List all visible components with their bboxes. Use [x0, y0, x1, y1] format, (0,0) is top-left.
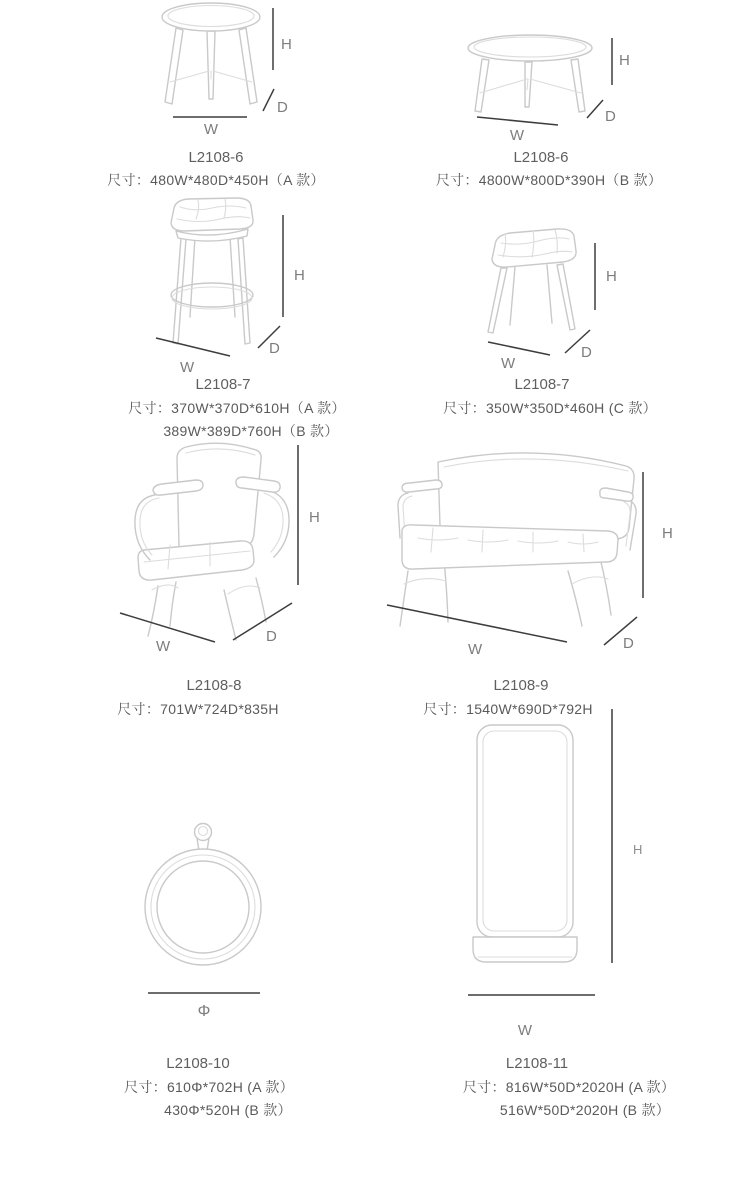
height-dim-label: H — [619, 52, 630, 69]
height-dim-label: H — [281, 36, 292, 53]
spec-line: 尺寸：350W*350D*460H (C 款） — [443, 400, 657, 416]
depth-dim-label: D — [269, 340, 280, 357]
stool-leg — [557, 264, 575, 330]
spec-line: 389W*389D*760H（B 款） — [163, 423, 339, 439]
low-stool-drawing — [488, 229, 576, 333]
model-number: L2108-10 — [166, 1055, 230, 1072]
mirror-base — [473, 937, 577, 962]
width-dim-line — [387, 605, 567, 642]
width-dim-label: W — [509, 127, 525, 144]
depth-dim-label: D — [581, 344, 592, 361]
chair-back — [177, 443, 261, 555]
chair-leg — [148, 586, 158, 636]
sofa-leg — [400, 571, 408, 626]
depth-dim-line — [587, 100, 603, 118]
leg-braces — [404, 577, 608, 584]
armrest-tube-inner — [264, 493, 283, 552]
table-leg — [475, 59, 489, 112]
sofa-leg — [568, 571, 582, 626]
bar-stool-drawing — [171, 198, 253, 344]
table-leg — [525, 62, 532, 107]
depth-dim-line — [233, 603, 292, 640]
round-coffee-table-sketch — [440, 15, 645, 143]
width-dim-line — [477, 117, 558, 125]
depth-dim-label: D — [623, 635, 634, 652]
height-dim-label: H — [662, 525, 673, 542]
width-dim-label: W — [468, 641, 483, 658]
spec-line: 尺寸：701W*724D*835H — [117, 701, 279, 717]
width-dim-label: W — [203, 121, 219, 138]
height-dim-label: H — [606, 268, 617, 285]
chair-leg — [224, 590, 236, 640]
foot-ring-inner — [172, 287, 252, 309]
table-leg — [207, 31, 215, 99]
leg-braces — [152, 585, 260, 594]
spec-line: 516W*50D*2020H (B 款） — [499, 1102, 671, 1118]
chair-leg — [170, 582, 176, 626]
depth-dim-line — [263, 89, 274, 111]
stool-leg — [547, 265, 552, 323]
spec-line: 430Φ*520H (B 款） — [164, 1102, 292, 1118]
model-number: L2108-6 — [513, 149, 569, 166]
table-leg — [571, 59, 585, 112]
spec-line: 尺寸：610Φ*702H (A 款） — [124, 1079, 294, 1095]
low-stool-sketch — [465, 215, 625, 373]
mirror-frame — [145, 849, 261, 965]
round-coffee-table-drawing — [468, 35, 592, 112]
armrest-tube-inner — [140, 498, 159, 555]
table-leg — [165, 28, 183, 104]
bar-stool-sketch — [150, 195, 310, 375]
round-hanging-mirror-drawing — [145, 824, 261, 966]
mirror-frame — [477, 725, 573, 937]
width-dim-label: W — [180, 359, 195, 376]
model-number: L2108-7 — [195, 376, 251, 393]
standing-mirror-drawing — [473, 725, 577, 962]
diameter-dim-label: Φ — [197, 1003, 211, 1020]
model-number: L2108-9 — [493, 677, 549, 694]
model-number: L2108-7 — [514, 376, 570, 393]
model-number: L2108-8 — [186, 677, 242, 694]
spec-line: 尺寸：4800W*800D*390H（B 款） — [435, 172, 663, 188]
width-dim-line — [488, 342, 550, 355]
round-side-table-drawing — [162, 3, 260, 104]
two-seat-sofa-drawing — [398, 453, 636, 626]
spec-line: 尺寸：480W*480D*450H（A 款） — [107, 172, 325, 188]
depth-dim-label: D — [605, 108, 616, 125]
sofa-leg — [600, 558, 611, 615]
armrest-tube — [268, 490, 289, 557]
width-dim-label: W — [501, 355, 516, 372]
table-leg — [239, 28, 257, 104]
width-dim-label: W — [517, 1022, 533, 1039]
chair-leg — [256, 578, 266, 622]
spec-line: 尺寸：816W*50D*2020H (A 款） — [462, 1079, 676, 1095]
height-dim-label: H — [309, 509, 320, 526]
stool-leg — [510, 267, 515, 325]
seat-cushion — [402, 525, 618, 569]
armrest-pad — [402, 480, 442, 492]
spec-line: 尺寸：370W*370D*610H（A 款） — [128, 400, 346, 416]
standing-mirror-sketch — [453, 702, 653, 1047]
sofa-leg — [444, 560, 448, 622]
model-number: L2108-6 — [188, 149, 244, 166]
width-dim-label: W — [156, 638, 171, 655]
armchair-drawing — [135, 443, 289, 640]
stool-leg — [488, 268, 507, 333]
two-seat-sofa-sketch — [378, 438, 678, 656]
height-dim-label: H — [294, 267, 305, 284]
armchair-sketch — [108, 438, 323, 653]
seat-cushion — [171, 198, 253, 231]
height-dim-label: H — [633, 842, 643, 857]
depth-dim-label: D — [277, 99, 288, 116]
width-dim-line — [156, 338, 230, 356]
spec-line: 尺寸：1540W*690D*792H — [423, 701, 593, 717]
depth-dim-label: D — [266, 628, 277, 645]
model-number: L2108-11 — [505, 1055, 569, 1072]
round-hanging-mirror-sketch — [128, 812, 288, 1022]
round-side-table-sketch — [135, 0, 305, 140]
